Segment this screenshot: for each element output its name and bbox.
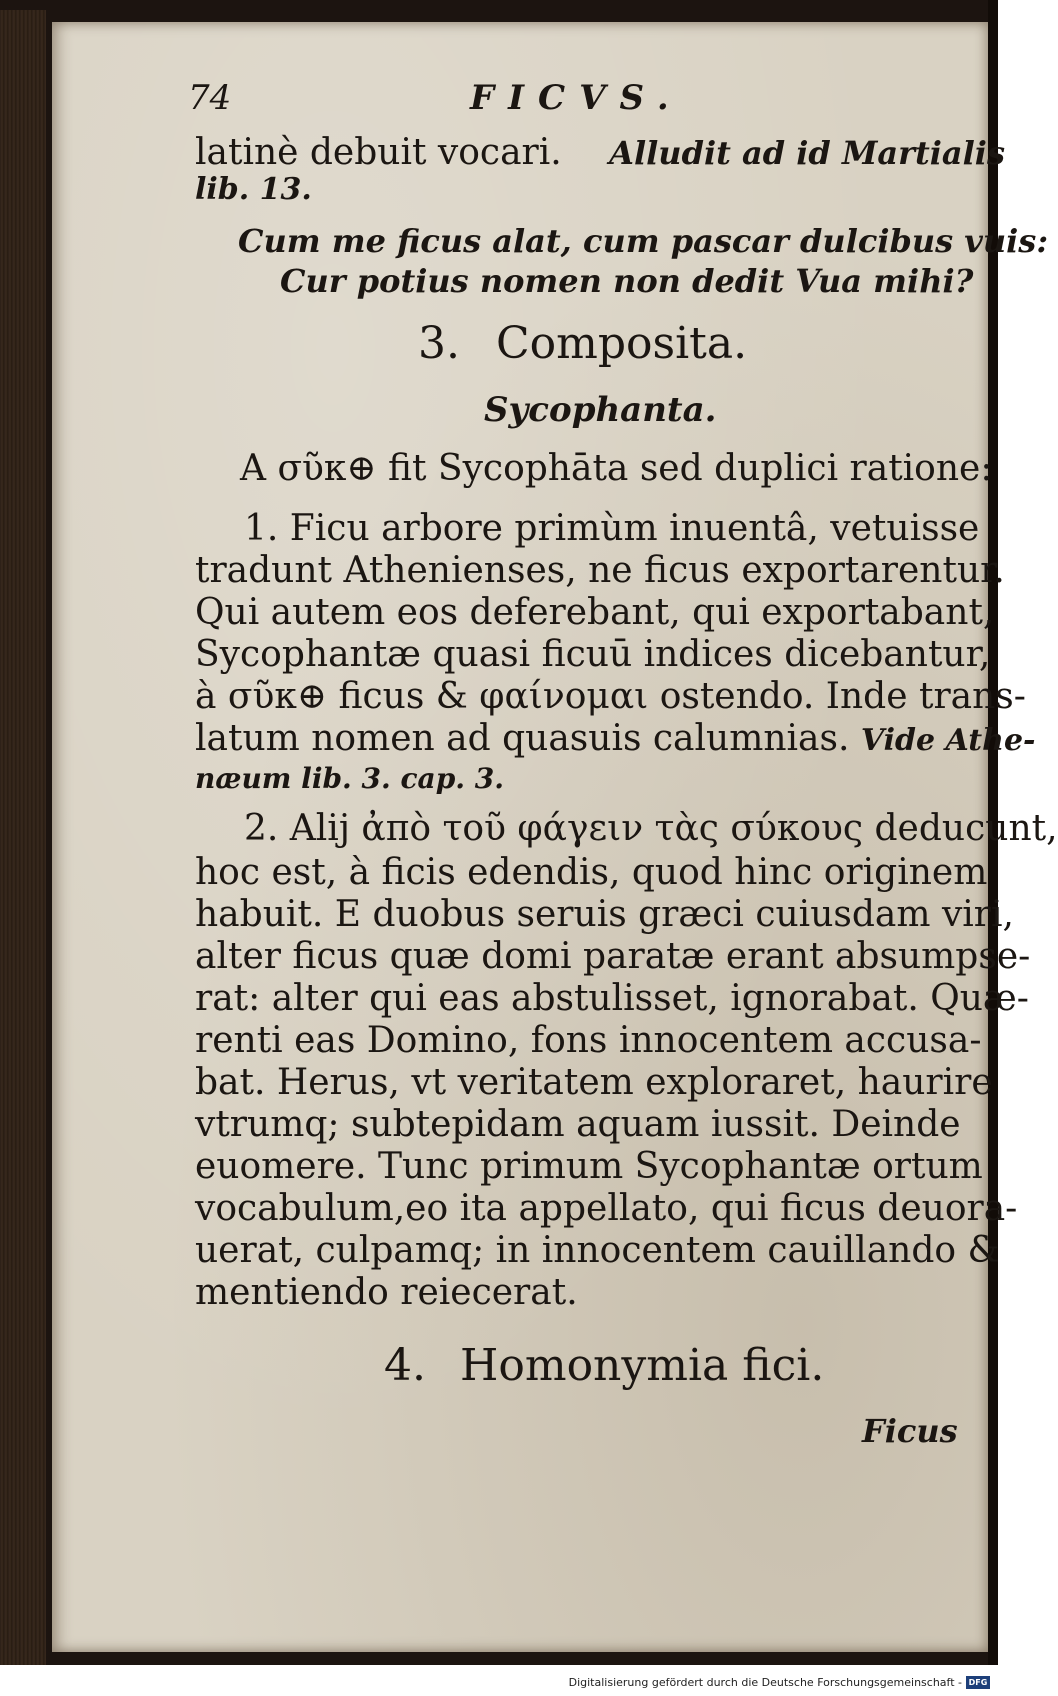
text-line: à σῦκ⊕ ficus & φαίνομαι ostendo. Inde trans- xyxy=(195,676,1026,717)
text-line: bat. Herus, vt veritatem exploraret, haurire xyxy=(195,1062,993,1103)
page-number: 74 xyxy=(188,78,232,118)
section-number: 3. xyxy=(418,318,460,369)
text-line: alter ficus quæ domi paratæ erant absumpse- xyxy=(195,936,1031,977)
text-line: renti eas Domino, fons innocentem accusa- xyxy=(195,1020,982,1061)
text-line: hoc est, à ficis edendis, quod hinc originem xyxy=(195,852,988,893)
text-line: rat: alter qui eas abstulisset, ignorabat. Quæ- xyxy=(195,978,1029,1019)
section-heading xyxy=(418,318,747,369)
text-line: A σῦκ⊕ fit Sycophāta sed duplici ratione: xyxy=(240,448,993,489)
text-italic: Vide Athe- xyxy=(860,723,1036,758)
section-number: 4. xyxy=(384,1340,426,1391)
text-line: tradunt Athenienses, ne ficus exportarentur. xyxy=(195,550,1005,591)
text-line: Qui autem eos deferebant, qui exportabant, xyxy=(195,592,995,633)
catchword: Ficus xyxy=(862,1412,958,1450)
text-line: vtrumq; subtepidam aquam iussit. Deinde xyxy=(195,1104,961,1145)
text-line: uerat, culpamq; in innocentem cauillando & xyxy=(195,1230,1000,1271)
text-line: 1. Ficu arbore primùm inuentâ, vetuisse xyxy=(244,508,980,549)
verse-line: Cur potius nomen non dedit Vua mihi? xyxy=(280,262,974,300)
text-line: mentiendo reiecerat. xyxy=(195,1272,578,1313)
digitization-footer xyxy=(569,1676,990,1689)
running-title: FICVS. xyxy=(470,78,683,118)
text-line: 2. Alij ἀπὸ τοῦ φάγειν τὰς σύκους deducunt, xyxy=(244,808,1058,849)
text-italic: Alludit ad id Martialis xyxy=(609,134,1005,172)
subheading: Sycophanta. xyxy=(484,390,717,430)
section-title: Composita. xyxy=(495,318,748,369)
text-roman: latinè debuit vocari. xyxy=(195,132,562,173)
text-line xyxy=(195,132,1005,173)
verse-line: Cum me ficus alat, cum pascar dulcibus vuis: xyxy=(238,222,1049,260)
text-line: vocabulum,eo ita appellato, qui ficus deuora- xyxy=(195,1188,1018,1229)
dfg-logo-icon: DFG xyxy=(966,1676,990,1689)
section-heading xyxy=(384,1340,824,1391)
book-page-edges xyxy=(0,10,46,1665)
footer-text: Digitalisierung gefördert durch die Deutsche Forschungsgemeinschaft - xyxy=(568,1676,962,1689)
text-line: næum lib. 3. cap. 3. xyxy=(195,762,504,795)
text-line: habuit. E duobus seruis græci cuiusdam viri, xyxy=(195,894,1014,935)
section-title: Homonymia fici. xyxy=(459,1340,825,1391)
text-line: Sycophantæ quasi ficuū indices dicebantur, xyxy=(195,634,991,675)
text-roman: latum nomen ad quasuis calumnias. xyxy=(195,718,850,759)
text-line: euomere. Tunc primum Sycophantæ ortum xyxy=(195,1146,983,1187)
text-line xyxy=(195,718,1035,759)
text-line: lib. 13. xyxy=(195,172,312,207)
